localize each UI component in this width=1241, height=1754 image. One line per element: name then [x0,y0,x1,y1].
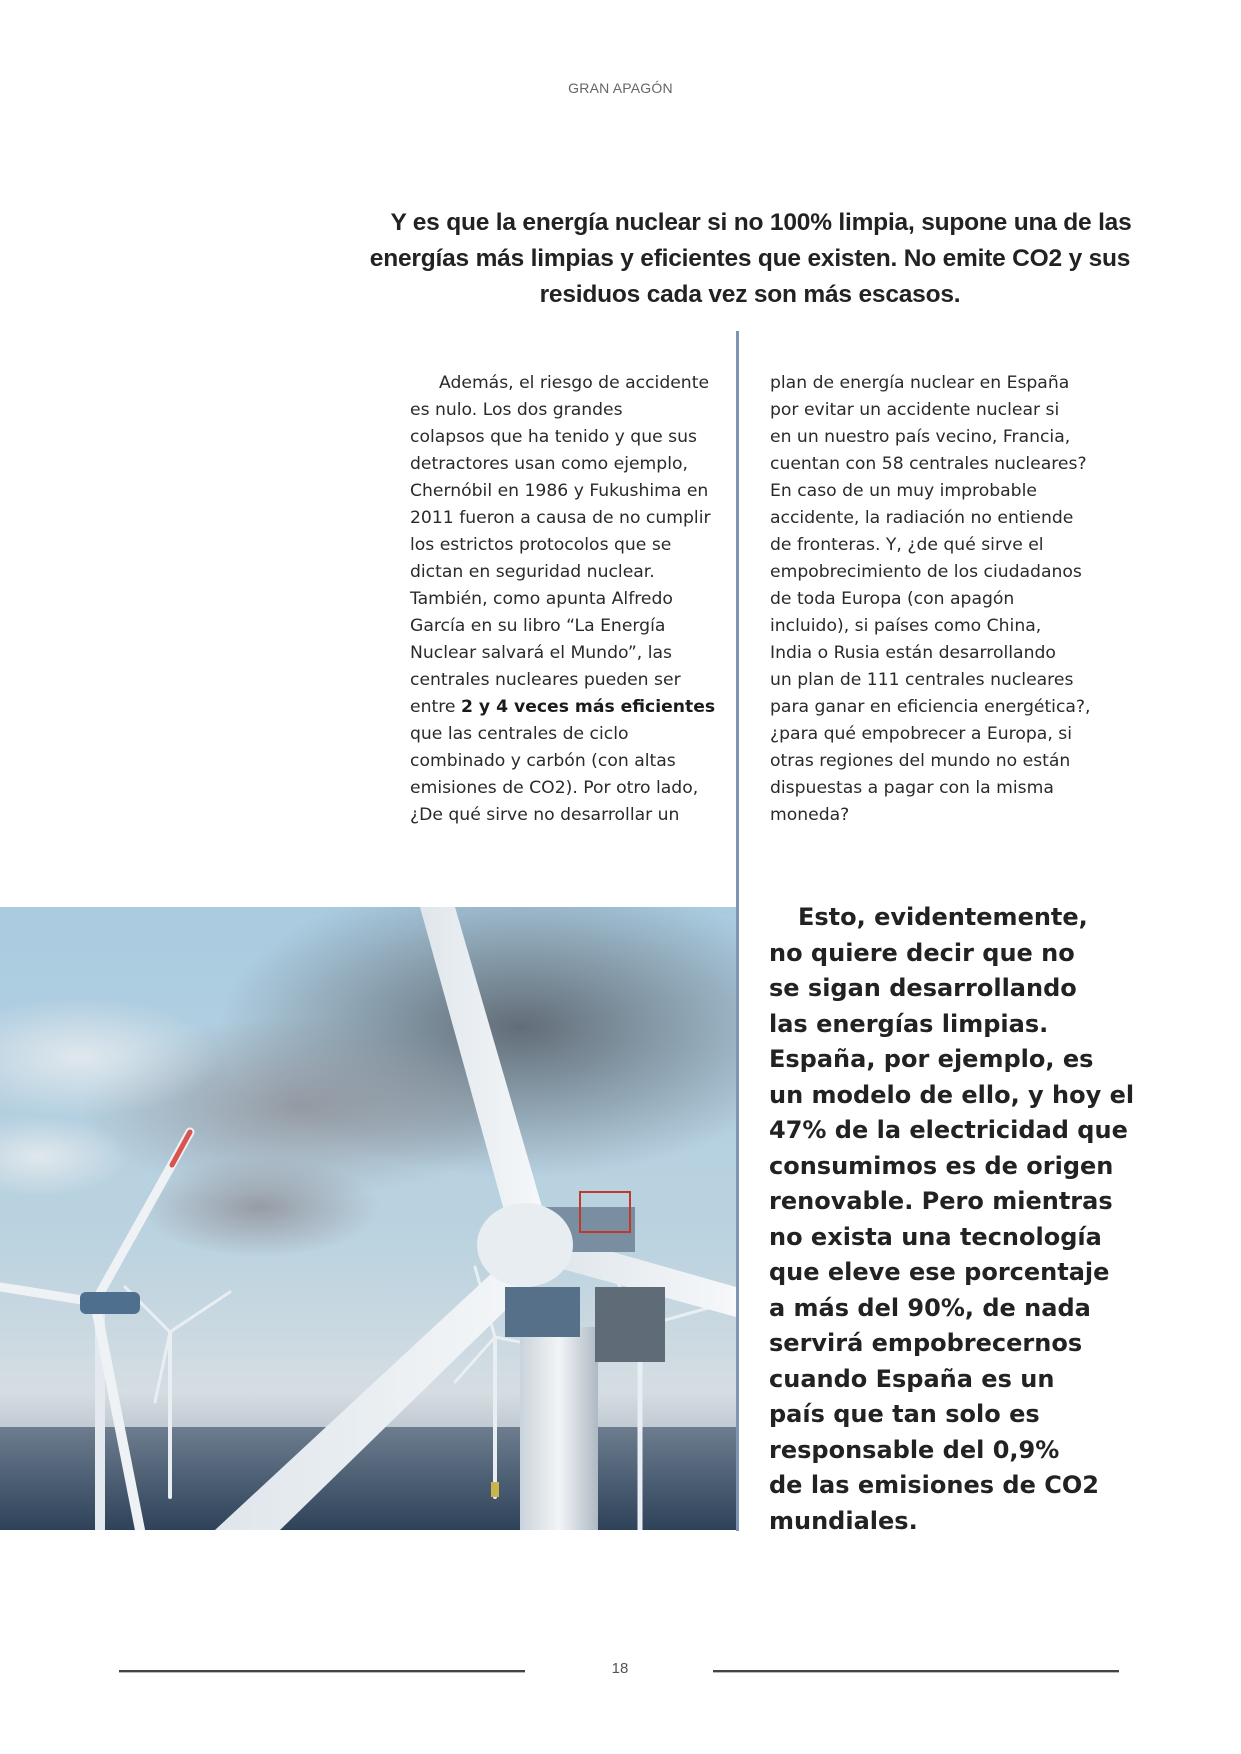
bold-emphasis: 2 y 4 veces más eficientes [460,697,716,717]
text-line: centrales nucleares pueden ser [410,670,681,690]
pull-quote-line: residuos cada vez son más escasos. [539,281,961,308]
text-line: para ganar en eficiencia energética?, [770,697,1091,717]
callout-line: un modelo de ello, y hoy el [769,1080,1135,1109]
text-line: incluido), si países como China, [770,616,1042,636]
text-line: 2011 fueron a causa de no cumplir [410,508,711,528]
callout-text [769,900,1135,1539]
text-line: detractores usan como ejemplo, [410,454,688,474]
text-line: colapsos que ha tenido y que sus [410,427,697,447]
running-header: GRAN APAGÓN [568,80,673,96]
text-line: moneda? [770,805,850,825]
text-line: por evitar un accidente nuclear si [770,400,1060,420]
text-line: los estrictos protocolos que se [410,535,672,555]
text-line: plan de energía nuclear en España [770,373,1070,393]
footer-rule-left [119,1670,525,1673]
text-line: otras regiones del mundo no están [770,751,1071,771]
text-line: cuentan con 58 centrales nucleares? [770,454,1087,474]
pull-quote [360,205,1140,313]
callout-line: servirá empobrecernos [769,1329,1083,1357]
text-line: combinado y carbón (con altas [410,751,676,771]
callout-line: cuando España es un [769,1364,1055,1393]
callout-line: responsable del 0,9% [769,1435,1060,1464]
cloud [140,1157,380,1257]
text-line: que las centrales de ciclo [410,724,629,744]
wind-turbines-photo [0,907,736,1530]
callout-line: 47% de la electricidad que [769,1116,1128,1144]
text-line: accidente, la radiación no entiende [770,508,1074,528]
callout-line: no quiere decir que no [769,938,1075,967]
text-line: un plan de 111 centrales nucleares [770,670,1074,690]
text-line-emphasis: entre 2 y 4 veces más eficientes [410,697,716,717]
text-line: También, como apunta Alfredo [410,589,673,609]
text-line: ¿De qué sirve no desarrollar un [410,805,680,825]
text-line: es nulo. Los dos grandes [410,400,623,420]
pull-quote-line: Y es que la energía nuclear si no 100% limpia, supone una de las [390,209,1132,236]
text-line: de toda Europa (con apagón [770,589,1015,609]
callout-line: no exista una tecnología [769,1222,1102,1251]
text-line: dispuestas a pagar con la misma [770,778,1054,798]
text-line: en un nuestro país vecino, Francia, [770,427,1071,447]
text-line: Nuclear salvará el Mundo”, las [410,643,672,663]
callout-line: Esto, evidentemente, [798,903,1088,931]
text-line: de fronteras. Y, ¿de qué sirve el [770,535,1044,555]
text-line: dictan en seguridad nuclear. [410,562,655,582]
text-line: India o Rusia están desarrollando [770,643,1056,663]
text-line: Chernóbil en 1986 y Fukushima en [410,481,709,501]
callout-line: consumimos es de origen [769,1151,1114,1180]
footer-rule-right [713,1670,1119,1673]
text-line: Además, el riesgo de accidente [439,373,710,393]
callout-line: de las emisiones de CO2 [769,1471,1099,1499]
body-paragraph [770,370,1100,829]
text-line: empobrecimiento de los ciudadanos [770,562,1082,582]
pull-quote-line: energías más limpias y eficientes que existen. No emite CO2 y sus [369,245,1131,272]
callout-line: país que tan solo es [769,1400,1040,1428]
text-line: ¿para qué empobrecer a Europa, si [770,724,1072,744]
callout-line: que eleve ese porcentaje [769,1258,1110,1286]
callout-line: mundiales. [769,1506,918,1535]
text-line: En caso de un muy improbable [770,481,1037,501]
text-line: emisiones de CO2). Por otro lado, [410,778,699,798]
body-paragraph [410,370,716,829]
callout-line: las energías limpias. [769,1009,1049,1038]
body-column-left [410,370,716,829]
text-line: García en su libro “La Energía [410,616,666,636]
callout-line: España, por ejemplo, es [769,1045,1094,1073]
callout-line: se sigan desarrollando [769,974,1077,1002]
callout-line: renovable. Pero mientras [769,1187,1113,1215]
body-column-right [770,370,1100,829]
column-divider [736,331,739,1531]
callout-line: a más del 90%, de nada [769,1293,1091,1322]
page-number: 18 [611,1660,629,1677]
